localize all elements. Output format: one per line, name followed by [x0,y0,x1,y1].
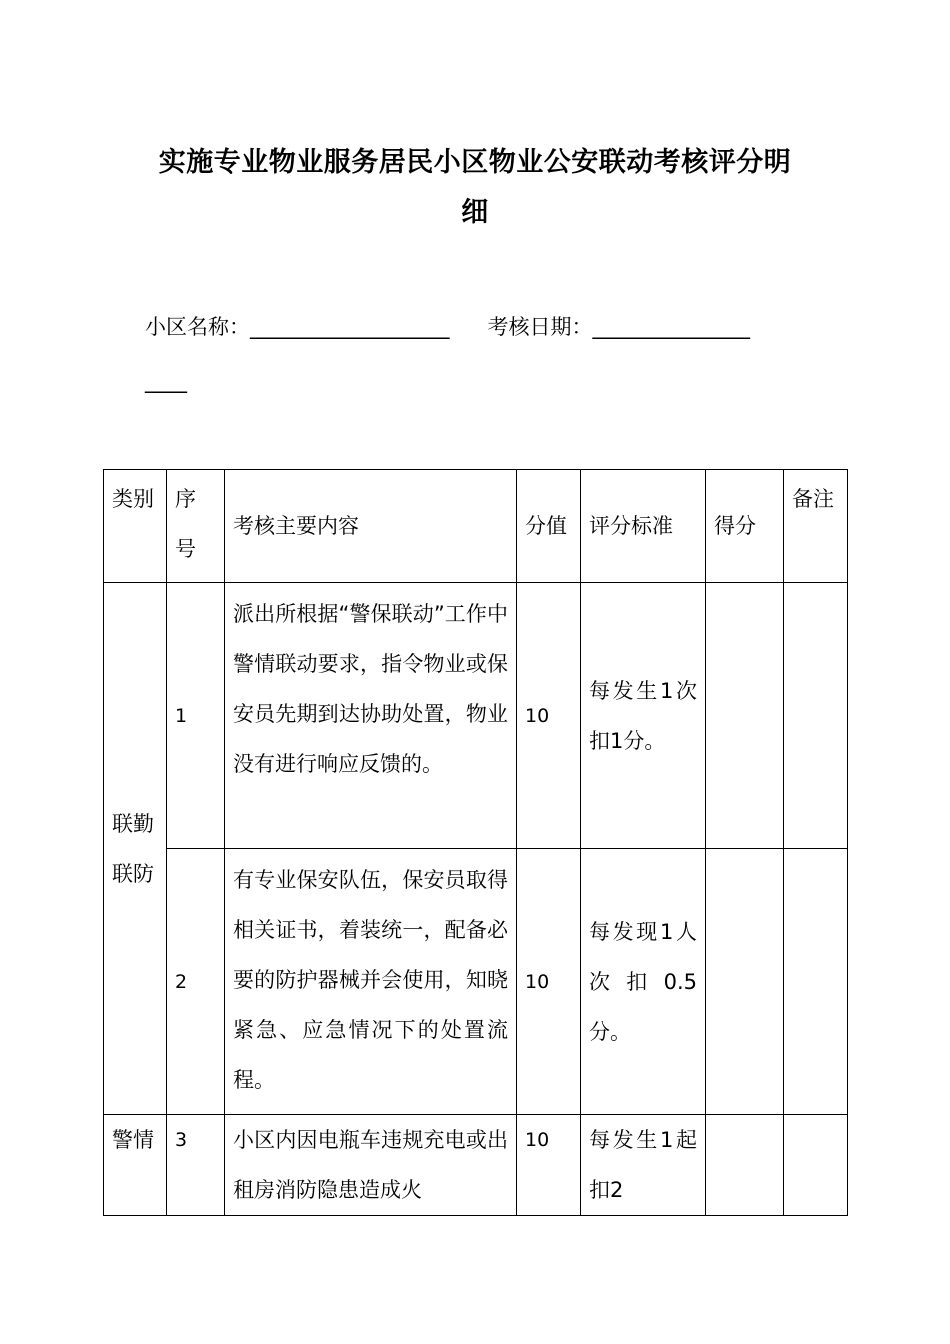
criteria-cell: 每发现1人次扣0.5分。 [581,849,706,1115]
header-seq: 序号 [167,470,225,583]
title-text-line1: 实施专业物业服务居民小区物业公安联动考核评分明 [158,147,792,178]
content-cell: 小区内因电瓶车违规充电或出租房消防隐患造成火 [225,1115,517,1216]
table-row [104,583,848,849]
table-row [104,1115,848,1216]
remark-cell[interactable] [784,1115,848,1216]
form-info-line [145,308,750,346]
criteria-cell: 每发生1次扣1分。 [581,583,706,849]
points-cell: 10 [517,583,581,849]
title-text-line2: 细 [461,197,489,228]
community-label: 小区名称： [145,315,250,339]
header-points: 分值 [517,470,581,583]
content-cell: 有专业保安队伍，保安员取得相关证书，着装统一，配备必要的防护器械并会使用，知晓紧急、应急情况下的处置流程。 [225,849,517,1115]
header-score: 得分 [706,470,784,583]
date-label: 考核日期： [487,315,593,339]
header-criteria: 评分标准 [581,470,706,583]
header-category: 类别 [104,470,167,583]
seq-cell: 3 [167,1115,225,1216]
scoring-table [103,469,848,1216]
points-cell: 10 [517,1115,581,1216]
points-cell: 10 [517,849,581,1115]
category-cell: 警情 [104,1115,167,1216]
table-row [104,849,848,1115]
remark-cell[interactable] [784,849,848,1115]
date-blank-continued: ____ [145,369,187,393]
score-cell[interactable] [706,1115,784,1216]
seq-cell: 2 [167,849,225,1115]
table-header-row [104,470,848,583]
criteria-cell: 每发生1起扣2 [581,1115,706,1216]
page-title [130,138,820,238]
header-content: 考核主要内容 [225,470,517,583]
seq-cell: 1 [167,583,225,849]
category-cell: 联勤联防 [104,583,167,1115]
community-name-blank[interactable]: ___________________ [250,315,450,339]
score-cell[interactable] [706,849,784,1115]
date-blank[interactable]: _______________ [592,315,750,339]
content-cell: 派出所根据“警保联动”工作中警情联动要求，指令物业或保安员先期到达协助处置，物业没有进行响应反馈的。 [225,583,517,849]
remark-cell[interactable] [784,583,848,849]
header-remark: 备注 [784,470,848,583]
score-cell[interactable] [706,583,784,849]
